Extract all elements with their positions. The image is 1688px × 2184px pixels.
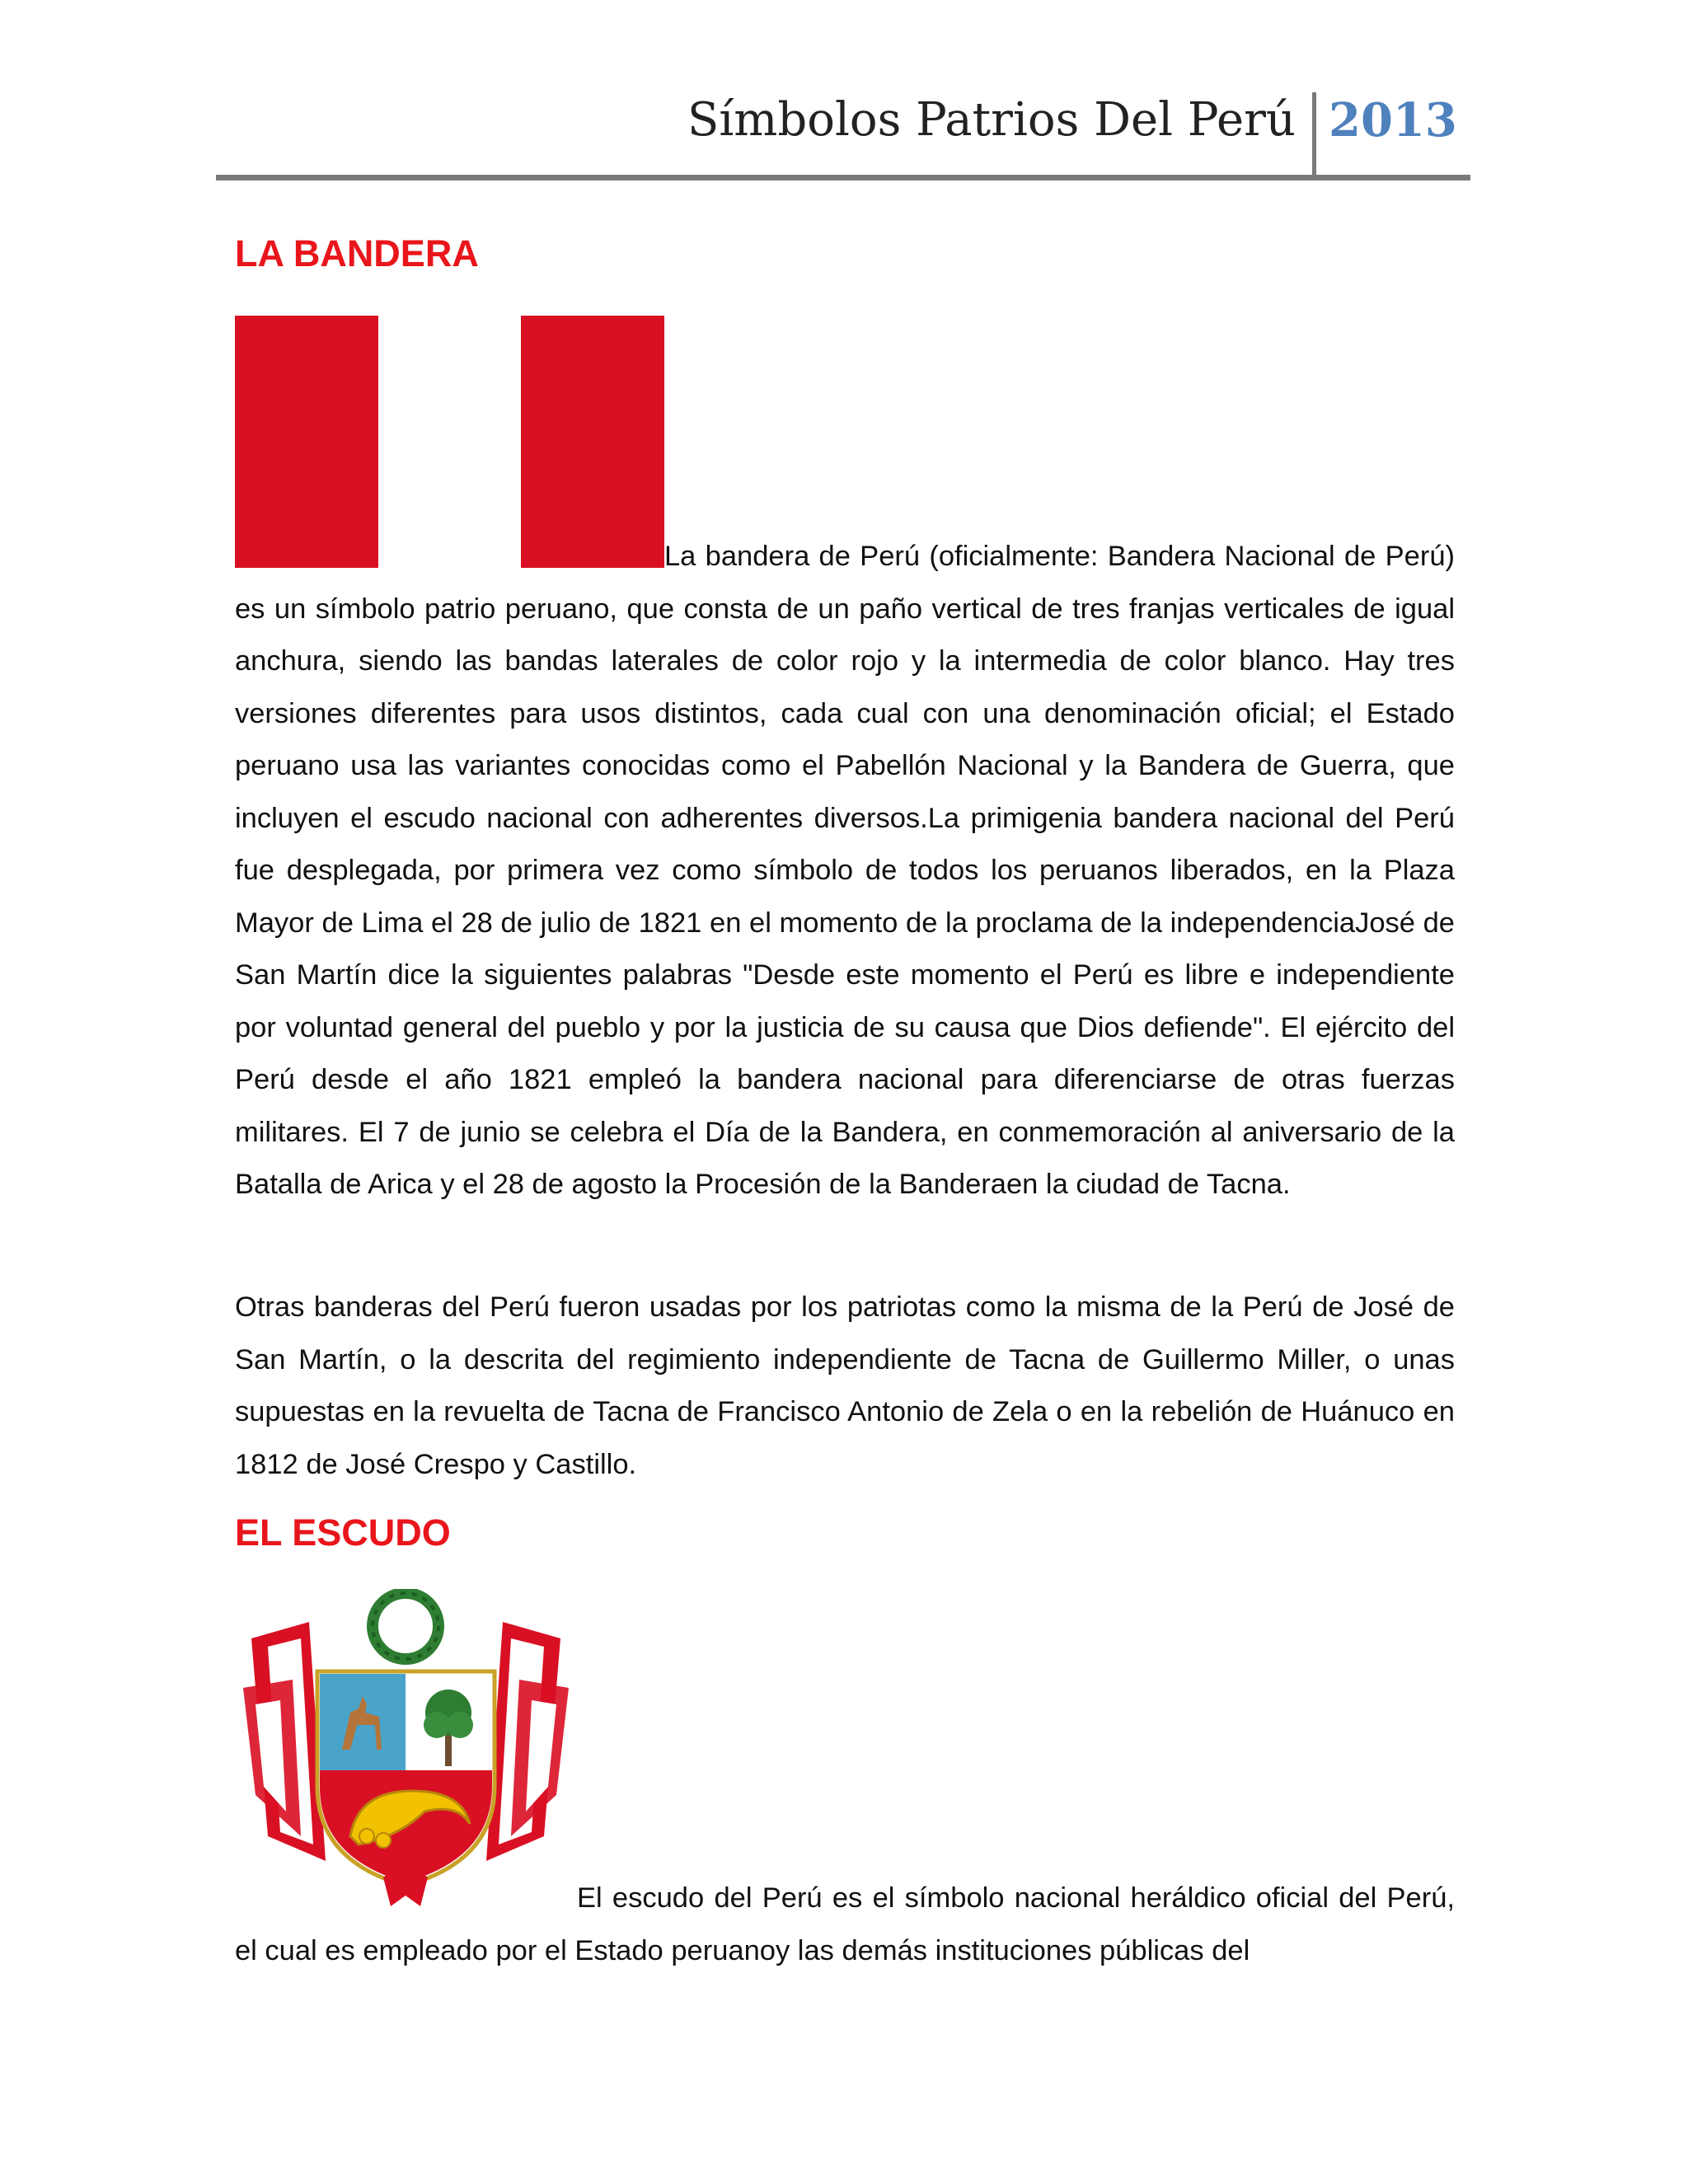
bandera-heading: LA BANDERA	[235, 232, 479, 274]
coat-shield	[317, 1671, 495, 1886]
coat-wreath	[373, 1593, 438, 1659]
coat-flags-right	[486, 1622, 569, 1861]
escudo-text-block	[235, 1872, 1455, 1977]
bandera-paragraph-1: La bandera de Perú (oficialmente: Bandera Nacional de Perú) es un símbolo patrio peruano, que consta de un paño vertical de tres franjas verticales de igual anchura, siendo las bandas laterales de color rojo y la intermedia de color blanco. Hay tres versiones diferentes para usos distintos, cada cual con una denominación oficial; el Estado peruano usa las variantes conocidas como el Pabellón Nacional y la Bandera de Guerra, que incluyen el escudo nacional con adherentes diversos.La primigenia bandera nacional del Perú fue desplegada, por primera vez como símbolo de todos los peruanos liberados, en la Plaza Mayor de Lima el 28 de julio de 1821 en el momento de la proclama de la independenciaJosé de San Martín dice la siguientes palabras "Desde este momento el Perú es libre e independiente por voluntad general del pueblo y por la justicia de su causa que Dios defiende". El ejército del Perú desde el año 1821 empleó la bandera nacional para diferenciarse de otras fuerzas militares. El 7 de junio se celebra el Día de la Bandera, en conmemoración al aniversario de la Batalla de Arica y el 28 de agosto la Procesión de la Banderaen la ciudad de Tacna.	[235, 541, 1455, 1200]
header-divider	[1312, 92, 1316, 176]
document-header-year: 2013	[1329, 93, 1457, 148]
escudo-paragraph-1: El escudo del Perú es el símbolo nacional heráldico oficial del Perú, el cual es empleado por el Estado peruanoy las demás instituciones públicas del	[235, 1882, 1455, 1966]
bandera-paragraph-2: Otras banderas del Perú fueron usadas por los patriotas como la misma de la Perú de José de San Martín, o la descrita del regimiento independiente de Tacna de Guillermo Miller, o unas supuestas en la revuelta de Tacna de Francisco Antonio de Zela o en la rebelión de Huánuco en 1812 de José Crespo y Castillo.	[235, 1291, 1455, 1480]
bandera-text-block	[235, 531, 1455, 1212]
coat-flags-left	[243, 1622, 326, 1861]
peru-coat-of-arms-image	[235, 1589, 577, 1910]
header-rule	[216, 175, 1470, 180]
document-header-title: Símbolos Patrios Del Perú	[687, 93, 1296, 147]
escudo-heading: EL ESCUDO	[235, 1511, 451, 1554]
